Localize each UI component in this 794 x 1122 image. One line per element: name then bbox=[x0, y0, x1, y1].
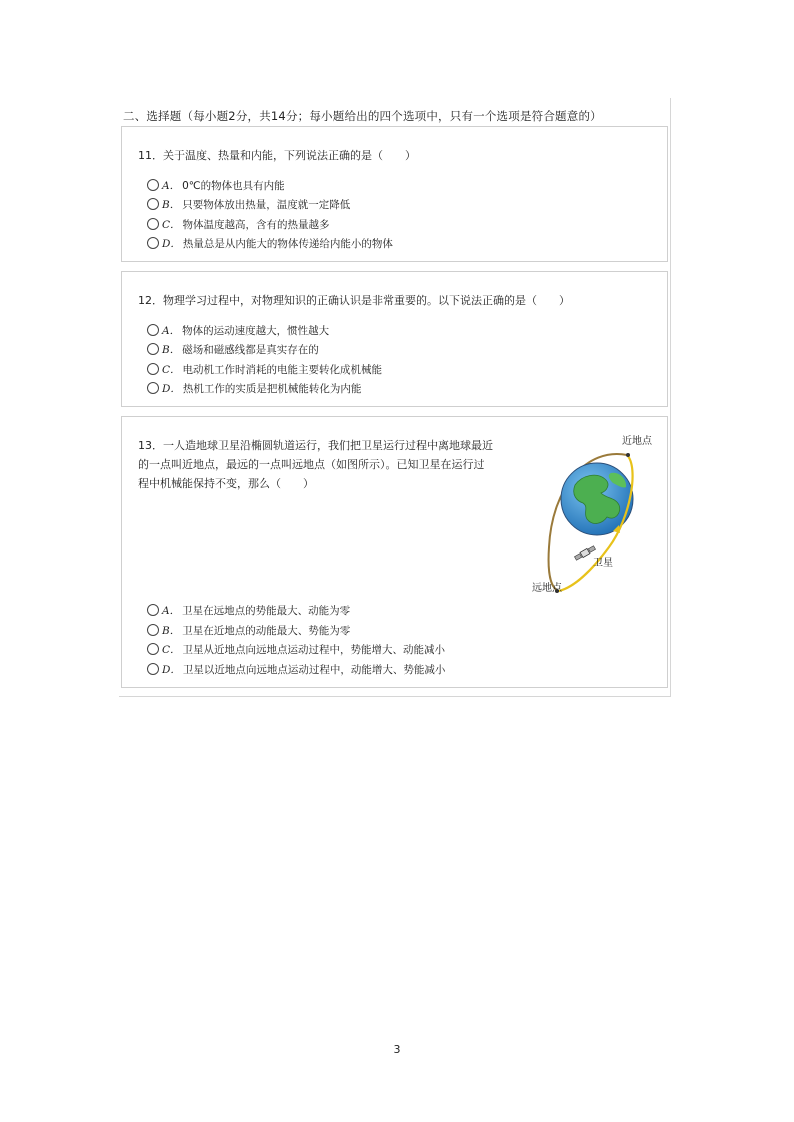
option-letter: D． bbox=[162, 237, 181, 250]
option-d[interactable] bbox=[147, 235, 393, 251]
option-letter: A． bbox=[162, 179, 181, 192]
question-stem-line-1: 13．一人造地球卫星沿椭圆轨道运行，我们把卫星运行过程中离地球最近 bbox=[138, 439, 493, 452]
question-stem-line-3: 程中机械能保持不变，那么（ ） bbox=[138, 477, 314, 490]
option-letter: C． bbox=[162, 218, 181, 231]
option-c[interactable] bbox=[147, 361, 382, 377]
radio-button[interactable] bbox=[147, 237, 159, 249]
option-letter: B． bbox=[162, 624, 181, 637]
option-text: 热量总是从内能大的物体传递给内能小的物体 bbox=[182, 237, 393, 250]
option-a[interactable] bbox=[147, 177, 285, 193]
option-text: 卫星从近地点向远地点运动过程中，势能增大、动能减小 bbox=[182, 643, 446, 656]
satellite-label: 卫星 bbox=[593, 558, 613, 569]
orbit-diagram bbox=[527, 427, 663, 597]
option-letter: D． bbox=[162, 663, 181, 676]
option-letter: C． bbox=[162, 363, 181, 376]
option-b[interactable] bbox=[147, 341, 319, 357]
option-c[interactable] bbox=[147, 216, 330, 232]
perigee-dot bbox=[626, 453, 630, 457]
radio-button[interactable] bbox=[147, 363, 159, 375]
radio-button[interactable] bbox=[147, 179, 159, 191]
radio-button[interactable] bbox=[147, 218, 159, 230]
option-c[interactable] bbox=[147, 641, 445, 657]
option-a[interactable] bbox=[147, 322, 329, 338]
section-title: 二、选择题（每小题2分，共14分；每小题给出的四个选项中，只有一个选项是符合题意的） bbox=[123, 109, 602, 123]
radio-button[interactable] bbox=[147, 604, 159, 616]
option-text: 热机工作的实质是把机械能转化为内能 bbox=[182, 382, 362, 395]
option-text: 卫星以近地点向远地点运动过程中，动能增大、势能减小 bbox=[182, 663, 446, 676]
question-13 bbox=[121, 416, 668, 688]
radio-button[interactable] bbox=[147, 198, 159, 210]
question-stem: 12．物理学习过程中，对物理知识的正确认识是非常重要的。以下说法正确的是（ ） bbox=[138, 294, 570, 307]
radio-button[interactable] bbox=[147, 382, 159, 394]
question-11 bbox=[121, 126, 668, 262]
option-letter: C． bbox=[162, 643, 181, 656]
option-letter: B． bbox=[162, 343, 181, 356]
option-text: 电动机工作时消耗的电能主要转化成机械能 bbox=[182, 363, 383, 376]
option-text: 只要物体放出热量，温度就一定降低 bbox=[182, 198, 351, 211]
option-d[interactable] bbox=[147, 380, 361, 396]
radio-button[interactable] bbox=[147, 624, 159, 636]
option-letter: A． bbox=[162, 604, 181, 617]
radio-button[interactable] bbox=[147, 343, 159, 355]
option-text: 0℃的物体也具有内能 bbox=[182, 179, 285, 192]
question-stem-line-2: 的一点叫近地点，最远的一点叫远地点（如图所示）。已知卫星在运行过 bbox=[138, 458, 485, 471]
radio-button[interactable] bbox=[147, 643, 159, 655]
option-text: 物体的运动速度越大，惯性越大 bbox=[182, 324, 330, 337]
option-d[interactable] bbox=[147, 661, 445, 677]
option-text: 卫星在远地点的势能最大、动能为零 bbox=[182, 604, 351, 617]
option-text: 磁场和磁感线都是真实存在的 bbox=[182, 343, 319, 356]
question-stem: 11．关于温度、热量和内能，下列说法正确的是（ ） bbox=[138, 149, 416, 162]
question-12 bbox=[121, 271, 668, 407]
radio-button[interactable] bbox=[147, 324, 159, 336]
option-letter: D． bbox=[162, 382, 181, 395]
option-b[interactable] bbox=[147, 622, 350, 638]
option-text: 物体温度越高，含有的热量越多 bbox=[182, 218, 330, 231]
satellite-orbit-figure bbox=[527, 427, 663, 597]
option-b[interactable] bbox=[147, 196, 350, 212]
radio-button[interactable] bbox=[147, 663, 159, 675]
page-number: 3 bbox=[393, 1043, 401, 1056]
option-letter: B． bbox=[162, 198, 181, 211]
option-text: 卫星在近地点的动能最大、势能为零 bbox=[182, 624, 351, 637]
option-letter: A． bbox=[162, 324, 181, 337]
apogee-label: 远地点 bbox=[532, 583, 562, 594]
option-a[interactable] bbox=[147, 602, 350, 618]
perigee-label: 近地点 bbox=[622, 436, 652, 447]
